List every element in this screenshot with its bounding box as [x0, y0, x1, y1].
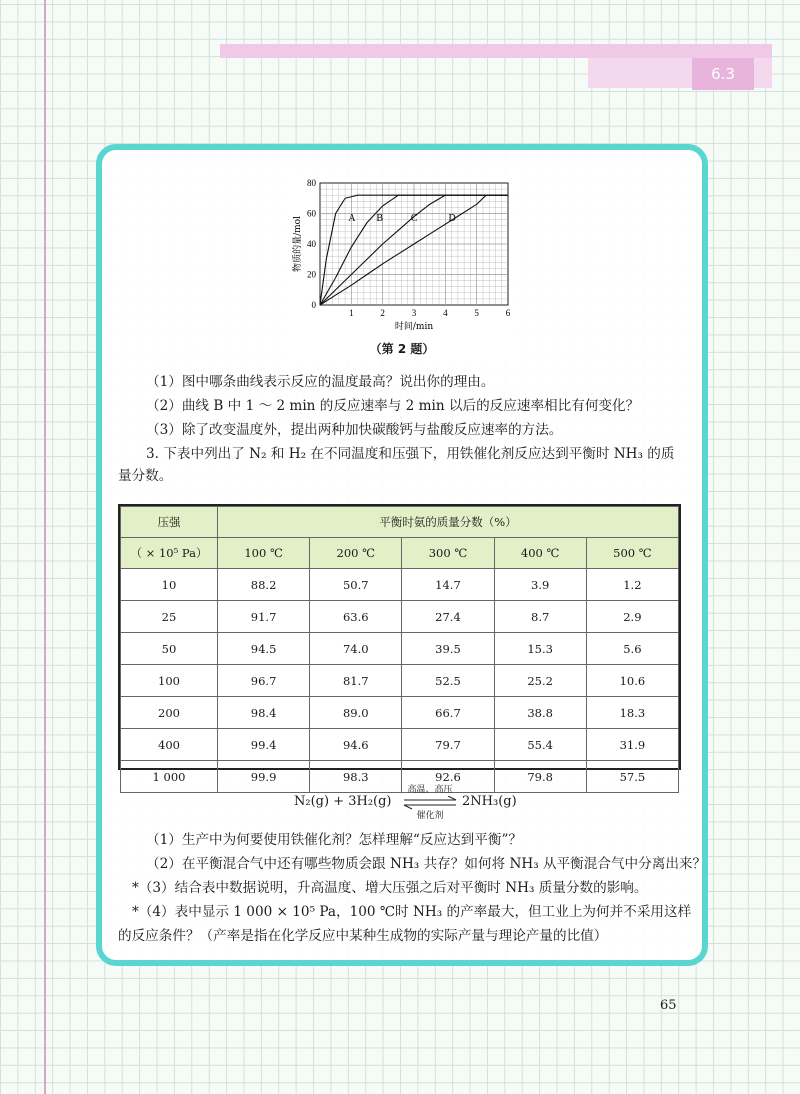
fraction-cell: 27.4: [402, 601, 494, 633]
table-row: [121, 633, 679, 665]
fraction-cell: 66.7: [402, 697, 494, 729]
q3-intro-line1: 3. 下表中列出了 N₂ 和 H₂ 在不同温度和压强下，用铁催化剂反应达到平衡时 NH₃ 的质: [146, 446, 675, 462]
fraction-cell: 92.6: [402, 761, 494, 793]
fraction-cell: 3.9: [494, 569, 586, 601]
series-label: C: [410, 213, 418, 225]
temp-header: 300 ℃: [402, 538, 494, 569]
x-tick-label: 5: [474, 308, 479, 318]
table-row: [121, 569, 679, 601]
series-label: A: [348, 213, 356, 225]
pressure-header: 压强: [121, 507, 218, 538]
section-tab: 6.3: [692, 58, 754, 90]
temp-header: 200 ℃: [310, 538, 402, 569]
pressure-cell: 10: [121, 569, 218, 601]
equation-left: N₂(g) + 3H₂(g): [294, 794, 392, 809]
fraction-cell: 96.7: [218, 665, 310, 697]
x-tick-label: 2: [380, 308, 385, 318]
x-tick-label: 3: [411, 308, 417, 318]
temp-header: 400 ℃: [494, 538, 586, 569]
fraction-cell: 1.2: [586, 569, 678, 601]
y-axis-label: 物质的量/mol: [293, 216, 303, 272]
pressure-cell: 400: [121, 729, 218, 761]
header-band: [220, 44, 772, 58]
pressure-unit: （ × 10⁵ Pa）: [121, 538, 218, 569]
q2-part-3: （3）除了改变温度外，提出两种加快碳酸钙与盐酸反应速率的方法。: [146, 422, 563, 438]
x-axis-label: 时间/min: [394, 322, 434, 332]
fraction-cell: 5.6: [586, 633, 678, 665]
table-row: [121, 697, 679, 729]
fraction-cell: 98.3: [310, 761, 402, 793]
fraction-cell: 50.7: [310, 569, 402, 601]
fraction-cell: 15.3: [494, 633, 586, 665]
y-tick-label: 80: [307, 178, 316, 188]
q3-part-3: *（3）结合表中数据说明，升高温度、增大压强之后对平衡时 NH₃ 质量分数的影响。: [132, 880, 648, 896]
fraction-cell: 52.5: [402, 665, 494, 697]
fraction-cell: 63.6: [310, 601, 402, 633]
fraction-cell: 91.7: [218, 601, 310, 633]
q2-part-2: （2）曲线 B 中 1 ～ 2 min 的反应速率与 2 min 以后的反应速率相比有何变化？: [146, 398, 640, 414]
table-row: [121, 729, 679, 761]
equation-right: 2NH₃(g): [462, 794, 517, 809]
q3-part-1: （1）生产中为何要使用铁催化剂？怎样理解“反应达到平衡”？: [146, 832, 522, 848]
x-tick-label: 1: [349, 308, 354, 318]
x-tick-label: 6: [505, 308, 511, 318]
y-tick-label: 40: [307, 239, 316, 249]
fraction-cell: 94.6: [310, 729, 402, 761]
table-body: [121, 569, 679, 793]
temp-header: 500 ℃: [586, 538, 678, 569]
fraction-cell: 88.2: [218, 569, 310, 601]
page-number: 65: [660, 998, 677, 1013]
q3-part-2: （2）在平衡混合气中还有哪些物质会跟 NH₃ 共存？如何将 NH₃ 从平衡混合气中分离出来？: [146, 856, 707, 872]
group-header: 平衡时氨的质量分数（%）: [218, 507, 679, 538]
equation-condition-below: 催化剂: [416, 811, 444, 821]
series-label: D: [448, 213, 456, 225]
fraction-cell: 89.0: [310, 697, 402, 729]
table-row: [121, 601, 679, 633]
y-tick-label: 20: [307, 269, 316, 280]
ammonia-table: [118, 504, 681, 784]
pressure-cell: 100: [121, 665, 218, 697]
fraction-cell: 8.7: [494, 601, 586, 633]
equation-condition-above: 高温、高压: [407, 785, 453, 795]
temp-header: 100 ℃: [218, 538, 310, 569]
pressure-cell: 200: [121, 697, 218, 729]
fraction-cell: 99.9: [218, 761, 310, 793]
left-margin-rule: [44, 0, 46, 1094]
q3-part-4-cont: 的反应条件？（产率是指在化学反应中某种生成物的实际产量与理论产量的比值）: [118, 928, 608, 944]
fraction-cell: 38.8: [494, 697, 586, 729]
fraction-cell: 99.4: [218, 729, 310, 761]
q3-part-4: *（4）表中显示 1 000 × 10⁵ Pa，100 ℃时 NH₃ 的产率最大，但工业上为何并不采用这样: [132, 904, 692, 920]
q3-intro-line2: 量分数。: [118, 468, 173, 484]
pressure-cell: 25: [121, 601, 218, 633]
fraction-cell: 81.7: [310, 665, 402, 697]
y-tick-label: 0: [311, 300, 316, 310]
series-label: B: [376, 213, 384, 225]
pressure-cell: 50: [121, 633, 218, 665]
chart-svg: [290, 177, 516, 342]
table-row: [121, 665, 679, 697]
chart-caption: （第 2 题）: [369, 342, 435, 356]
pressure-cell: 1 000: [121, 761, 218, 793]
synthesis-equation: [294, 784, 534, 820]
fraction-cell: 18.3: [586, 697, 678, 729]
y-tick-label: 60: [307, 208, 316, 219]
fraction-cell: 25.2: [494, 665, 586, 697]
fraction-cell: 39.5: [402, 633, 494, 665]
fraction-cell: 57.5: [586, 761, 678, 793]
fraction-cell: 14.7: [402, 569, 494, 601]
fraction-cell: 10.6: [586, 665, 678, 697]
fraction-cell: 98.4: [218, 697, 310, 729]
fraction-cell: 31.9: [586, 729, 678, 761]
reaction-chart: [290, 177, 516, 359]
fraction-cell: 79.7: [402, 729, 494, 761]
fraction-cell: 79.8: [494, 761, 586, 793]
x-tick-label: 4: [443, 308, 448, 318]
fraction-cell: 74.0: [310, 633, 402, 665]
fraction-cell: 94.5: [218, 633, 310, 665]
q2-part-1: （1）图中哪条曲线表示反应的温度最高？说出你的理由。: [146, 374, 495, 390]
fraction-cell: 55.4: [494, 729, 586, 761]
fraction-cell: 2.9: [586, 601, 678, 633]
